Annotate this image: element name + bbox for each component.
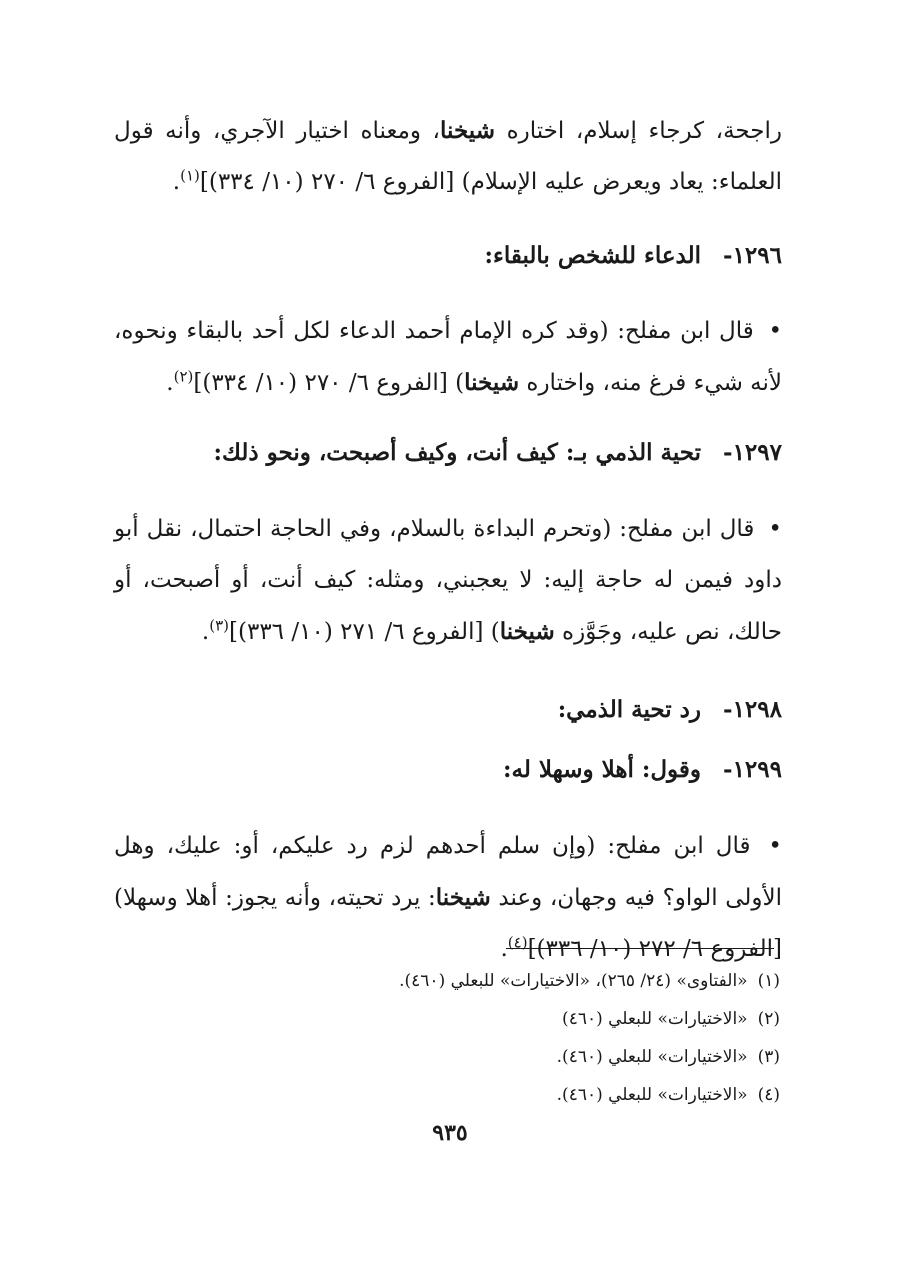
footnote-text: «الاختيارات» للبعلي (٤٦٠): [562, 1009, 748, 1029]
section-number-1296: ١٢٩٦-: [723, 242, 782, 269]
paragraph-3-end: .: [201, 619, 210, 645]
footnote-text: «الفتاوى» (٢٤/ ٢٦٥)، «الاختيارات» للبعلي (٤٦٠).: [399, 971, 748, 991]
bullet-icon: •: [768, 516, 782, 542]
footnote-3: [120, 1038, 780, 1076]
footnote-number: (٤): [757, 1085, 780, 1105]
footnote-ref-1[interactable]: (١): [180, 166, 200, 185]
footnote-1: [120, 962, 780, 1000]
section-title-1299: وقول: أهلا وسهلا له:: [503, 756, 702, 783]
footnote-number: (٢): [757, 1009, 780, 1029]
footnote-4: [120, 1076, 780, 1114]
bullet-icon: •: [768, 318, 783, 344]
footnote-divider: [506, 948, 774, 949]
paragraph-4: [114, 821, 782, 975]
section-title-1298: رد تحية الذمي:: [557, 696, 702, 723]
paragraph-4-text-a: قال ابن مفلح: (وإن سلم أحدهم لزم رد عليكم، أو: عليك، وهل الأولى الواو؟ فيه وجهان، وعند: [114, 833, 782, 911]
footnote-number: (٣): [757, 1047, 780, 1067]
bullet-icon: •: [768, 833, 782, 859]
section-heading-1297: [114, 433, 782, 473]
paragraph-1: [114, 105, 782, 208]
section-title-1296: الدعاء للشخص بالبقاء:: [484, 242, 702, 269]
paragraph-2-text-b: ) [الفروع ٦/ ٢٧٠ (١٠/ ٣٣٤)]: [193, 370, 465, 396]
paragraph-2-end: .: [166, 370, 174, 396]
footnote-2: [120, 1000, 780, 1038]
paragraph-4-end: .: [500, 936, 508, 962]
main-text: [114, 105, 782, 975]
paragraph-1-end: .: [172, 169, 181, 195]
paragraph-2-bold-term: شيخنا: [464, 369, 520, 396]
footnote-ref-4[interactable]: (٤): [507, 933, 528, 952]
section-heading-1298: [114, 690, 782, 730]
paragraph-3-text-b: ) [الفروع ٦/ ٢٧١ (١٠/ ٣٣٦)]: [229, 619, 500, 645]
page-number: ٩٣٥: [432, 1120, 468, 1146]
paragraph-3: [114, 504, 782, 658]
paragraph-1-bold-term: شيخنا: [440, 117, 496, 144]
paragraph-3-text-a: قال ابن مفلح: (وتحرم البداءة بالسلام، وفي الحاجة احتمال، نقل أبو داود فيمن له حاجة إليه: لا يعجبني، ومثله: كيف أنت، أو أصبحت، أو حالك، نص عليه، وجَوَّزه: [114, 516, 782, 645]
section-number-1298: ١٢٩٨-: [723, 696, 782, 723]
footnote-text: «الاختيارات» للبعلي (٤٦٠).: [556, 1085, 748, 1105]
paragraph-1-text-a: راجحة، كرجاء إسلام، اختاره: [495, 118, 782, 144]
paragraph-3-bold-term: شيخنا: [499, 618, 555, 645]
section-number-1299: ١٢٩٩-: [723, 756, 782, 783]
footnote-text: «الاختيارات» للبعلي (٤٦٠).: [556, 1047, 748, 1067]
footnote-number: (١): [757, 971, 780, 991]
section-title-1297: تحية الذمي بـ: كيف أنت، وكيف أصبحت، ونحو ذلك:: [213, 439, 702, 466]
footnotes: [120, 962, 780, 1114]
paragraph-4-bold-term: شيخنا: [435, 884, 491, 911]
paragraph-2-text-a: قال ابن مفلح: (وقد كره الإمام أحمد الدعاء لكل أحد بالبقاء ونحوه، لأنه شيء فرغ منه، واختاره: [114, 318, 782, 396]
section-number-1297: ١٢٩٧-: [723, 439, 782, 466]
section-heading-1296: [114, 236, 782, 276]
section-heading-1299: [114, 750, 782, 790]
paragraph-1-text-b: ، ومعناه اختيار الآجري، وأنه قول العلماء: يعاد ويعرض عليه الإسلام) [الفروع ٦/ ٢٧٠ (١٠/ ٣٣٤)]: [114, 118, 782, 195]
footnote-ref-2[interactable]: (٢): [173, 367, 194, 386]
paragraph-2: [114, 306, 782, 409]
paragraph-4-text-b: : يرد تحيته، وأنه يجوز: أهلا وسهلا) [الفروع ٦/ ٢٧٢ (١٠/ ٣٣٦)]: [114, 885, 782, 962]
footnote-ref-3[interactable]: (٣): [209, 616, 230, 635]
